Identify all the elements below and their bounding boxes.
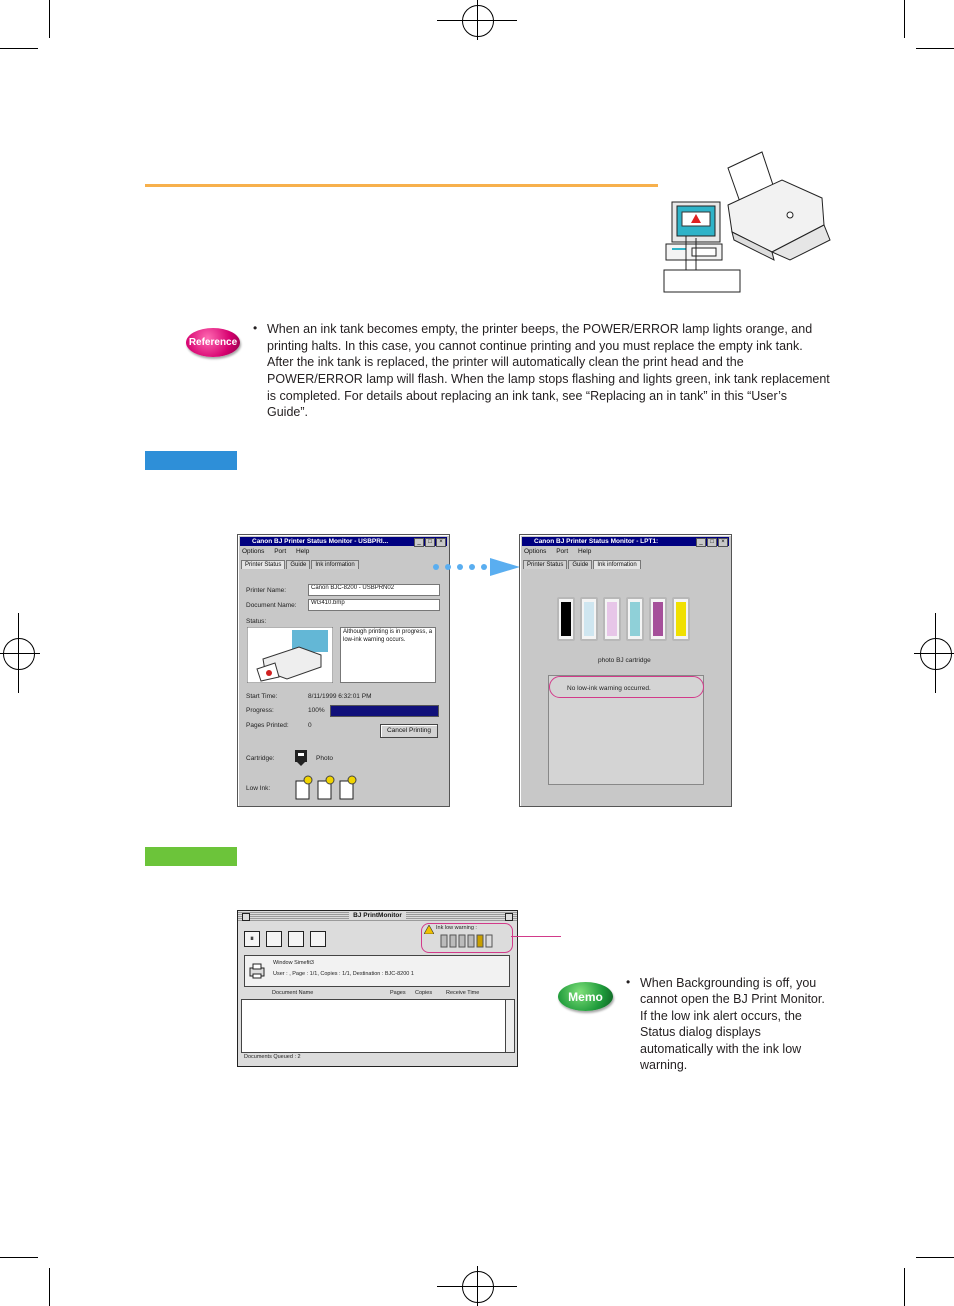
memo-line: Status dialog displays — [640, 1025, 761, 1039]
ink-fill — [676, 602, 686, 636]
ink-fill — [607, 602, 617, 636]
reference-line: Guide”. — [267, 405, 308, 419]
printer-name-field: Canon BJC-8200 - USBPRN02 — [308, 584, 440, 596]
status-message: Although printing is in progress, a low-ink warning occurs. — [340, 627, 436, 683]
memo-line: cannot open the BJ Print Monitor. — [640, 992, 825, 1006]
info-button[interactable] — [310, 931, 326, 947]
crop-mark — [0, 1257, 38, 1258]
ink-fill — [584, 602, 594, 636]
memo-line: warning. — [640, 1058, 688, 1072]
tab-bar — [523, 560, 642, 569]
menu-bar — [524, 548, 599, 555]
pages-printed-label: Pages Printed: — [246, 722, 289, 729]
memo-line: automatically with the ink low — [640, 1042, 802, 1056]
toolbar — [244, 931, 326, 947]
ink-fill — [561, 602, 571, 636]
column-receive-time: Receive Time — [446, 990, 480, 996]
reference-line: When an ink tank becomes empty, the printer beeps, the POWER/ERROR lamp lights orange, and — [267, 322, 813, 336]
cartridge-caption: photo BJ cartridge — [598, 657, 651, 664]
start-time-label: Start Time: — [246, 693, 278, 700]
start-time-value: 8/11/1999 6:32:01 PM — [308, 693, 372, 700]
low-ink-label: Low Ink: — [246, 785, 271, 792]
ink-low-warning-label: Ink low warning : — [436, 925, 477, 931]
window-title-bar — [238, 911, 517, 921]
tab-guide[interactable]: Guide — [286, 560, 310, 569]
close-box[interactable] — [242, 913, 250, 921]
windows-section-bar — [145, 451, 237, 470]
callout-line — [511, 936, 561, 937]
reference-line: printing halts. In this case, you cannot continue printing and you must replace the empty ink tank. — [267, 339, 803, 353]
maximize-button[interactable]: □ — [707, 538, 717, 547]
cancel-printing-button[interactable]: Cancel Printing — [380, 724, 438, 738]
reference-line: is completed. For details about replacing an ink tank, see “Replacing an in tank” in this “User’s — [267, 389, 787, 403]
tab-printer-status[interactable]: Printer Status — [241, 560, 285, 569]
memo-line: When Backgrounding is off, you — [640, 976, 817, 990]
window-title: Canon BJ Printer Status Monitor - USBPRI... — [240, 537, 447, 546]
progress-value: 100% — [308, 707, 325, 714]
document-name-field: WG410.bmp — [308, 599, 440, 611]
low-ink-warning-icons — [294, 775, 364, 801]
ink-fill — [630, 602, 640, 636]
reference-line: POWER/ERROR lamp will flash. When the lamp stops flashing and lights green, ink tank replacement — [267, 372, 830, 386]
window-title: BJ PrintMonitor — [349, 912, 406, 919]
status-monitor-window-ink-information — [519, 534, 732, 807]
menu-options[interactable]: Options — [242, 548, 265, 555]
documents-queued: Documents Queued : 2 — [244, 1054, 301, 1060]
document-name-label: Document Name: — [246, 602, 297, 609]
minimize-button[interactable]: _ — [414, 538, 424, 547]
ink-tank — [580, 597, 598, 641]
memo-bullet: • — [626, 975, 631, 989]
macintosh-section-bar — [145, 847, 237, 866]
tab-bar — [241, 560, 360, 569]
memo-line: If the low ink alert occurs, the — [640, 1009, 802, 1023]
printer-icon — [248, 962, 266, 980]
crop-mark — [904, 0, 905, 38]
window-controls — [696, 538, 728, 547]
ink-fill — [653, 602, 663, 636]
ink-warning-message: No low-ink warning occurred. — [567, 685, 651, 692]
close-button[interactable]: × — [436, 538, 446, 547]
progress-fill — [331, 706, 438, 716]
tab-printer-status[interactable]: Printer Status — [523, 560, 567, 569]
cartridge-label: Cartridge: — [246, 755, 275, 762]
column-copies: Copies — [415, 990, 433, 996]
cartridge-value: Photo — [316, 755, 333, 762]
menu-port[interactable]: Port — [556, 548, 569, 555]
scrollbar[interactable] — [505, 999, 515, 1053]
reference-bullet: • — [253, 321, 258, 335]
status-monitor-window-printer-status — [237, 534, 450, 807]
resume-button[interactable] — [266, 931, 282, 947]
ink-tank — [557, 597, 575, 641]
window-controls — [414, 538, 446, 547]
crop-mark — [49, 0, 50, 38]
crop-mark — [916, 1257, 954, 1258]
menu-options[interactable]: Options — [524, 548, 547, 555]
crop-mark — [0, 48, 38, 49]
crop-mark — [49, 1268, 50, 1306]
menu-help[interactable]: Help — [295, 548, 310, 555]
transition-arrow — [430, 556, 522, 578]
printer-status-image — [247, 627, 333, 683]
tab-ink-information[interactable]: Ink information — [593, 560, 640, 569]
crop-mark — [916, 48, 954, 49]
status-label: Status: — [246, 618, 267, 625]
menu-help[interactable]: Help — [577, 548, 592, 555]
reference-badge: Reference — [186, 328, 240, 357]
progress-bar — [330, 705, 439, 717]
document-queue-list — [241, 999, 506, 1053]
ink-tank — [649, 597, 667, 641]
highlight-oval — [421, 923, 513, 953]
zoom-box[interactable] — [505, 913, 513, 921]
memo-badge: Memo — [558, 982, 613, 1011]
section-rule — [145, 184, 658, 187]
minimize-button[interactable]: _ — [696, 538, 706, 547]
cartridge-icon — [294, 749, 308, 767]
ink-tank — [626, 597, 644, 641]
printer-name-label: Printer Name: — [246, 587, 287, 594]
maximize-button[interactable]: □ — [425, 538, 435, 547]
highlight-oval — [549, 676, 704, 698]
column-pages: Pages — [390, 990, 406, 996]
job-details: User : , Page : 1/1, Copies : 1/1, Destination : BJC-8200 1 — [273, 971, 414, 977]
window-title: Canon BJ Printer Status Monitor - LPT1: — [522, 537, 729, 546]
tab-guide[interactable]: Guide — [568, 560, 592, 569]
ink-tank — [603, 597, 621, 641]
ink-tank — [672, 597, 690, 641]
printer-computer-illustration — [662, 150, 834, 295]
column-document-name: Document Name — [272, 990, 314, 996]
tab-ink-information[interactable]: Ink information — [311, 560, 358, 569]
menu-port[interactable]: Port — [274, 548, 287, 555]
crop-mark — [904, 1268, 905, 1306]
delete-button[interactable] — [288, 931, 304, 947]
job-name: Window Simefit3 — [273, 960, 314, 966]
close-button[interactable]: × — [718, 538, 728, 547]
pages-printed-value: 0 — [308, 722, 312, 729]
progress-label: Progress: — [246, 707, 274, 714]
pause-button[interactable]: ⏸ — [244, 931, 260, 947]
menu-bar — [242, 548, 317, 555]
reference-line: After the ink tank is replaced, the printer will automatically clean the print head and the — [267, 355, 744, 369]
job-info-box — [244, 955, 510, 987]
